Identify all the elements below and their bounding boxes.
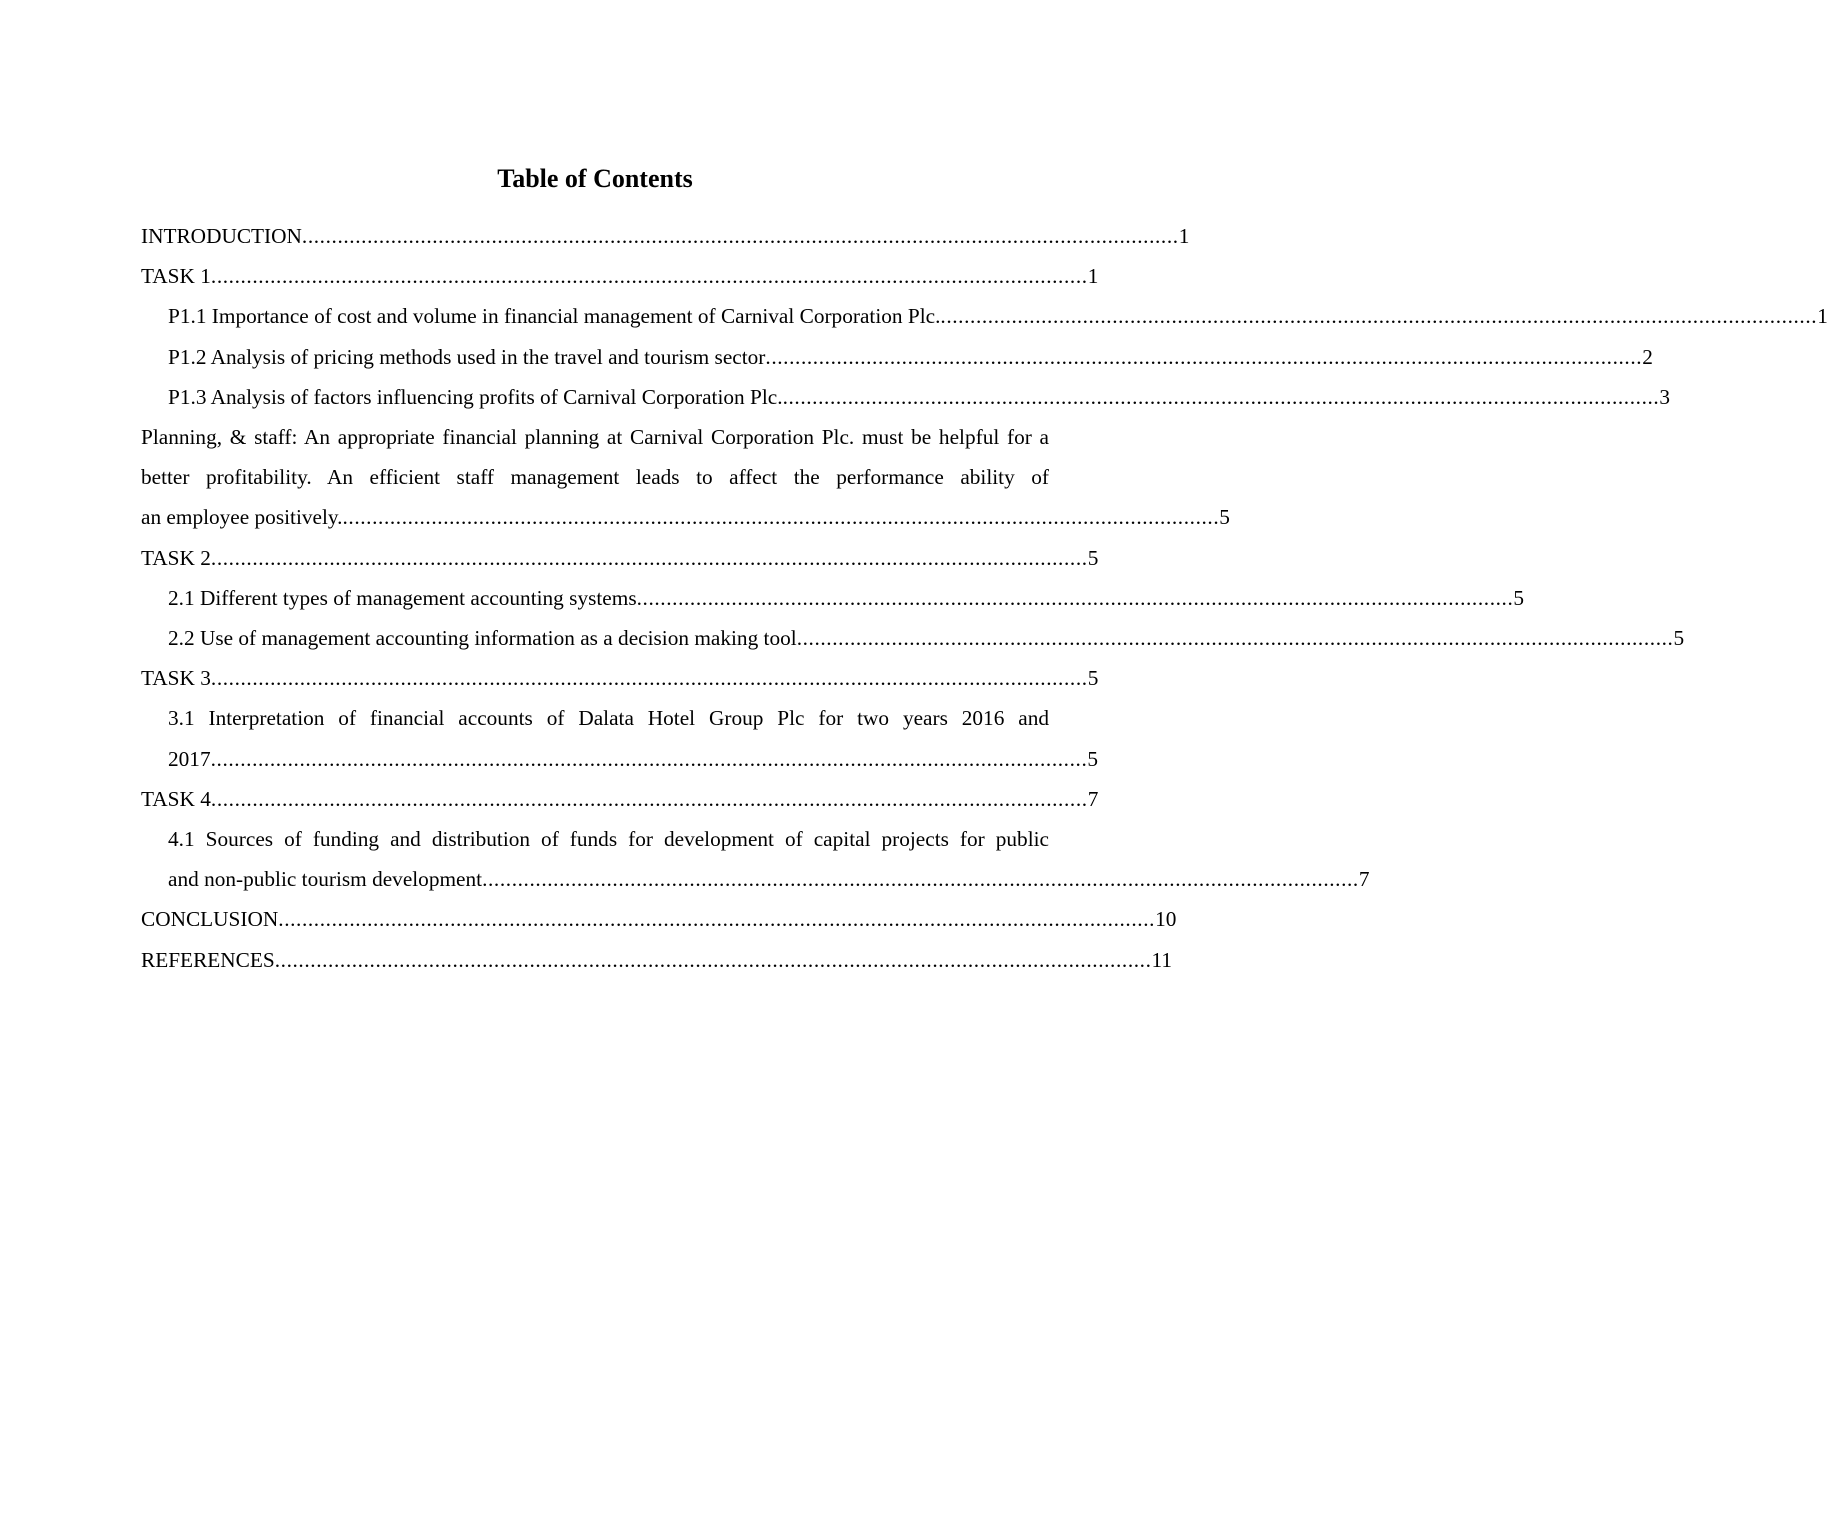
toc-entry-references[interactable] xyxy=(141,940,1173,980)
page-title: Table of Contents xyxy=(497,164,693,193)
toc-entry-4-1[interactable] xyxy=(168,819,1370,899)
toc-entry-text: 2.2 Use of management accounting information as a decision making tool xyxy=(168,618,797,658)
toc-entry-text: CONCLUSION xyxy=(141,899,278,939)
table-of-contents xyxy=(141,216,1828,980)
toc-entry-task-1[interactable] xyxy=(141,256,1099,296)
dot-leader: .................................................................................................................................................... xyxy=(636,585,1514,610)
toc-page-number: 1 xyxy=(1088,256,1099,296)
toc-entry-3-1[interactable] xyxy=(168,698,1099,778)
dot-leader: .................................................................................................................................................... xyxy=(301,224,1179,248)
dot-leader: .................................................................................................................................................... xyxy=(278,907,1156,932)
dot-leader: .................................................................................................................................................... xyxy=(482,867,1359,892)
toc-entry-text: 2017 xyxy=(168,739,211,779)
toc-page-number: 1 xyxy=(1179,216,1190,256)
toc-entry-text: TASK 3 xyxy=(141,658,211,698)
toc-entry-body: 4.1 Sources of funding and distribution of funds for development of capital projects for public xyxy=(168,827,1049,852)
dot-leader: .................................................................................................................................................... xyxy=(796,626,1674,651)
toc-page-number: 7 xyxy=(1088,779,1099,819)
toc-page-number: 7 xyxy=(1359,859,1370,899)
toc-page-number: 5 xyxy=(1088,658,1099,698)
dot-leader: .................................................................................................................................................... xyxy=(342,505,1220,530)
toc-page-number: 5 xyxy=(1219,497,1230,537)
toc-page-number: 5 xyxy=(1087,739,1098,779)
toc-entry-conclusion[interactable] xyxy=(141,899,1177,939)
toc-entry-text: TASK 2 xyxy=(141,538,211,578)
toc-entry-task-4[interactable] xyxy=(141,779,1099,819)
toc-entry-text: TASK 1 xyxy=(141,256,211,296)
toc-entry-2-1[interactable] xyxy=(168,578,1525,618)
toc-entry-text: P1.2 Analysis of pricing methods used in the travel and tourism sector xyxy=(168,337,765,377)
toc-entry-text: 2.1 Different types of management accounting systems xyxy=(168,578,637,618)
toc-entry-p1-1[interactable] xyxy=(168,296,1828,336)
toc-entry-task-3[interactable] xyxy=(141,658,1099,698)
toc-entry-text: INTRODUCTION xyxy=(141,216,302,256)
toc-page-number: 3 xyxy=(1659,377,1670,417)
toc-entry-text: and non-public tourism development xyxy=(168,859,482,899)
toc-entry-task-2[interactable] xyxy=(141,538,1099,578)
toc-page-number: 5 xyxy=(1673,618,1684,658)
toc-entry-text: an employee positively. xyxy=(141,497,342,537)
toc-page-number: 11 xyxy=(1152,940,1173,980)
dot-leader: .................................................................................................................................................... xyxy=(210,786,1088,811)
dot-leader: .................................................................................................................................................... xyxy=(765,344,1643,369)
toc-page-number: 2 xyxy=(1642,337,1653,377)
dot-leader: .................................................................................................................................................... xyxy=(210,746,1088,771)
dot-leader: .................................................................................................................................................... xyxy=(210,666,1088,691)
dot-leader: .................................................................................................................................................... xyxy=(210,264,1088,289)
toc-page-number: 5 xyxy=(1513,578,1524,618)
toc-entry-p1-3[interactable] xyxy=(168,377,1671,417)
dot-leader: .................................................................................................................................................... xyxy=(210,545,1088,570)
toc-page-number: 1 xyxy=(1817,296,1828,336)
toc-entry-body: Planning, & staff: An appropriate financial planning at Carnival Corporation Plc. must be helpful for a better profitability. An efficient staff management leads to affect the performance ability of xyxy=(141,425,1049,490)
toc-entry-p1-2[interactable] xyxy=(168,337,1653,377)
dot-leader: .................................................................................................................................................... xyxy=(940,304,1818,329)
toc-page-number: 10 xyxy=(1155,899,1176,939)
dot-leader: .................................................................................................................................................... xyxy=(782,384,1660,409)
toc-entry-text: TASK 4 xyxy=(141,779,211,819)
toc-entry-body: 3.1 Interpretation of financial accounts of Dalata Hotel Group Plc for two years 2016 and xyxy=(168,706,1049,731)
toc-entry-text: P1.3 Analysis of factors influencing profits of Carnival Corporation Plc. xyxy=(168,377,783,417)
toc-entry-introduction[interactable] xyxy=(141,216,1190,256)
toc-entry-planning-staff[interactable] xyxy=(141,417,1230,538)
toc-entry-2-2[interactable] xyxy=(168,618,1685,658)
toc-page-number: 5 xyxy=(1088,538,1099,578)
toc-entry-text: P1.1 Importance of cost and volume in financial management of Carnival Corporation Plc. xyxy=(168,296,940,336)
toc-entry-text: REFERENCES xyxy=(141,940,275,980)
dot-leader: .................................................................................................................................................... xyxy=(274,947,1152,972)
